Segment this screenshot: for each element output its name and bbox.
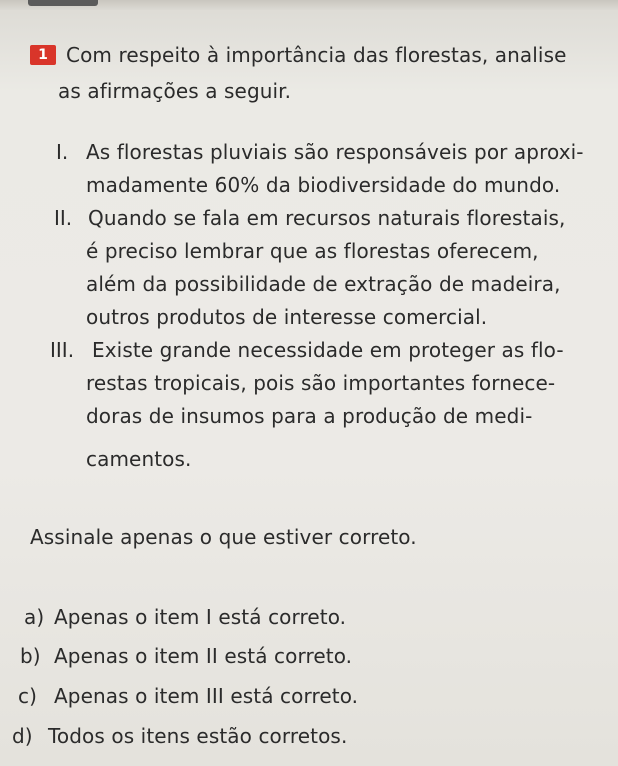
option-b-text: Apenas o item II está correto. (54, 644, 353, 668)
option-d-letter: d) (12, 724, 33, 748)
option-b[interactable] (20, 643, 352, 669)
item-2-numeral: II. (54, 206, 73, 230)
option-c-text: Apenas o item III está correto. (54, 684, 359, 708)
question-intro-line-1: Com respeito à importância das florestas, analise (66, 43, 567, 67)
option-a-text: Apenas o item I está correto. (54, 605, 347, 629)
item-3-line-1: Existe grande necessidade em proteger as flo- (92, 338, 564, 362)
instruction-text: Assinale apenas o que estiver correto. (30, 525, 417, 549)
option-b-letter: b) (20, 644, 41, 668)
item-3-numeral: III. (50, 338, 75, 362)
item-3-line-4: camentos. (86, 447, 192, 471)
item-1-line-2: madamente 60% da biodiversidade do mundo. (86, 173, 561, 197)
item-2-line-3: além da possibilidade de extração de madeira, (86, 272, 561, 296)
item-3-line-3: doras de insumos para a produção de medi- (86, 404, 533, 428)
option-a[interactable] (24, 604, 346, 630)
item-2-line-2: é preciso lembrar que as florestas oferecem, (86, 239, 539, 263)
option-d-text: Todos os itens estão corretos. (48, 724, 348, 748)
item-2-line-1: Quando se fala em recursos naturais florestais, (88, 206, 566, 230)
header-tab (28, 0, 98, 6)
item-3-line-2: restas tropicais, pois são importantes fornece- (86, 371, 556, 395)
option-d[interactable] (12, 723, 347, 749)
option-c-letter: c) (18, 684, 37, 708)
item-1-line-1: As florestas pluviais são responsáveis por aproxi- (86, 140, 584, 164)
item-2-line-4: outros produtos de interesse comercial. (86, 305, 488, 329)
header-strip (0, 0, 618, 10)
item-1-numeral: I. (56, 140, 69, 164)
question-intro-line-2: as afirmações a seguir. (58, 79, 292, 103)
option-a-letter: a) (24, 605, 45, 629)
option-c[interactable] (18, 683, 358, 709)
question-number-badge: 1 (30, 45, 56, 65)
